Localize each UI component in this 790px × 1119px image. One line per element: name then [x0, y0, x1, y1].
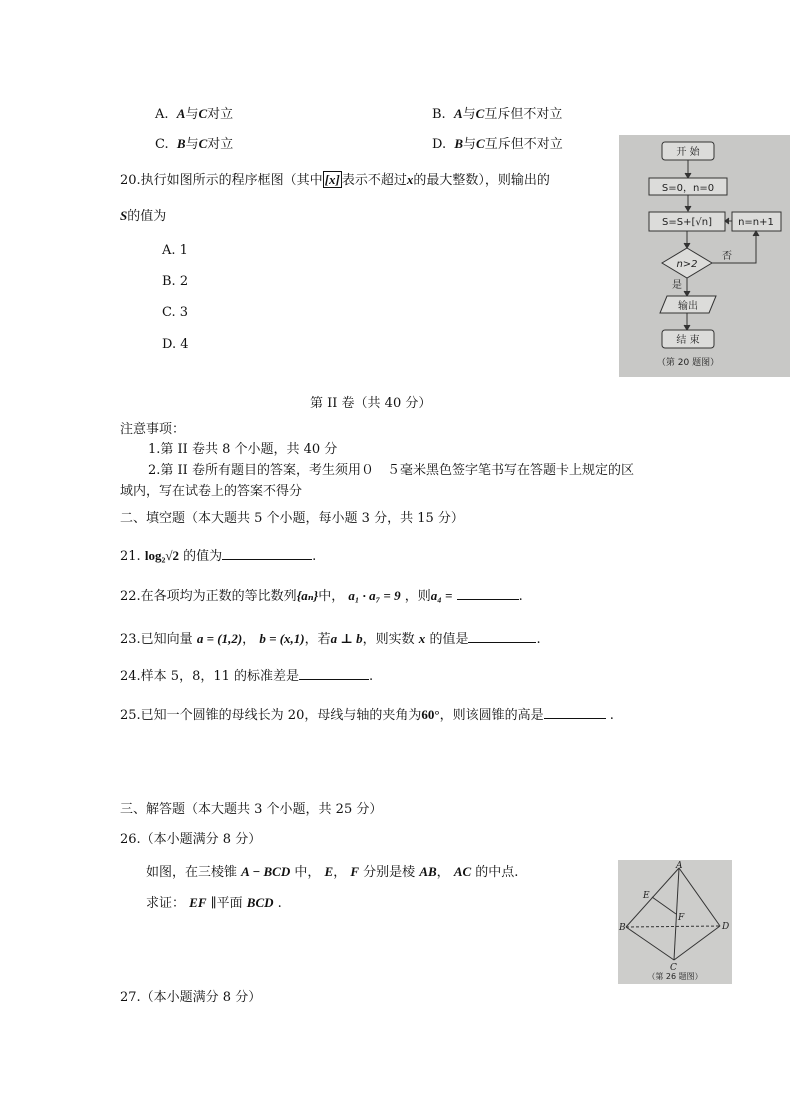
q19-option-b [432, 106, 562, 123]
q22-seq: {aₙ} [296, 588, 319, 603]
q26-sep: ， [436, 865, 450, 880]
q20-text: 的最大整数），则输出的 [413, 173, 550, 188]
flow-end-label: 结 束 [676, 335, 700, 346]
q25-text: ，则该圆锥的高是 [439, 708, 544, 723]
flow-no-label: 否 [722, 251, 732, 262]
q20-stem-line2 [120, 208, 166, 225]
q22-target: a₄ = [430, 588, 453, 603]
q22-cond: a₁ · a₇ = 9 [348, 588, 401, 603]
q23-sep: ， [242, 632, 256, 647]
q22-text: 22.在各项均为正数的等比数列 [120, 589, 297, 604]
answer-blank[interactable] [222, 547, 312, 560]
q24-text: 24.样本 5，8，11 的标准差是 [120, 669, 300, 684]
floor-symbol: [x] [324, 172, 340, 187]
q21-text: 的值为 [183, 549, 223, 564]
q25-angle: 60° [421, 707, 440, 722]
label-a: A [676, 861, 683, 871]
label-f: F [678, 913, 685, 923]
q25-end: . [609, 708, 614, 723]
flow-assign-label: S=S+[√n] [662, 217, 712, 228]
tetrahedron-figure [618, 860, 732, 984]
q19-option-c [155, 136, 233, 153]
q22-end: . [518, 589, 523, 604]
q26-ab: AB [419, 864, 437, 879]
q26-text: 如图，在三棱锥 [146, 865, 238, 880]
event-symbol: C [198, 136, 208, 151]
solve-heading: 三、解答题（本大题共 3 个小题，共 25 分） [120, 802, 383, 817]
q20-text: 表示不超过 [341, 173, 407, 188]
q20-text: 的值为 [127, 209, 167, 224]
option-text: 与 [185, 137, 199, 152]
flow-caption: （第 20 题图） [656, 358, 720, 368]
flow-start-label: 开 始 [676, 147, 700, 158]
q20-stem [120, 172, 550, 189]
option-text: 对立 [207, 137, 234, 152]
q21-expr: log₂√2 [144, 548, 179, 563]
q20-option-a: A. 1 [162, 243, 188, 258]
part2-title: 第 II 卷（共 40 分） [310, 396, 432, 411]
option-text: 与 [463, 137, 477, 152]
q23 [120, 630, 541, 648]
q26-text: 中， [294, 865, 321, 880]
option-text: 互斥但不对立 [484, 107, 563, 122]
q24-end: . [369, 669, 374, 684]
notes-title: 注意事项： [120, 422, 186, 437]
q25-text: 25.已知一个圆锥的母线长为 20，母线与轴的夹角为 [120, 708, 422, 723]
q25 [120, 706, 614, 724]
flowchart-figure [619, 135, 790, 377]
q26-end: . [277, 896, 282, 911]
event-symbol: B [454, 136, 464, 151]
label-d: D [722, 922, 730, 932]
event-symbol: C [198, 106, 208, 121]
var-s: S [120, 208, 128, 223]
option-letter: C. [155, 137, 169, 152]
q21 [120, 547, 316, 565]
q23-vec-b: b = (x,1) [259, 631, 305, 646]
flow-output-label: 输出 [678, 301, 698, 312]
q26-text: 分别是棱 [363, 865, 416, 880]
q23-text: ，若 [304, 632, 331, 647]
q23-perp: a ⊥ b [330, 631, 363, 646]
q26-prove-label: 求证： [146, 896, 186, 911]
q23-text: ，则实数 [362, 632, 415, 647]
answer-blank[interactable] [544, 706, 606, 719]
option-letter: A. [155, 107, 169, 122]
option-text: 与 [462, 107, 476, 122]
q26-parallel: ∥平面 [210, 896, 243, 911]
event-symbol: A [176, 106, 186, 121]
note-2-line2: 域内，写在试卷上的答案不得分 [120, 484, 303, 499]
label-c: C [670, 963, 677, 973]
event-symbol: C [475, 106, 485, 121]
q20-text: 20.执行如图所示的程序框图（其中 [120, 173, 323, 188]
q20-option-d: D. 4 [162, 337, 189, 352]
q26-e: E [324, 864, 334, 879]
q19-option-a [155, 106, 233, 123]
answer-blank[interactable] [457, 587, 519, 600]
q21-num: 21. [120, 549, 141, 564]
q19-option-d [432, 136, 563, 153]
event-symbol: B [176, 136, 186, 151]
q26-text: 的中点. [475, 865, 519, 880]
q26-f: F [350, 864, 360, 879]
label-e: E [643, 891, 650, 901]
q23-text: 的值是 [429, 632, 469, 647]
tetra-caption: （第 26 题图） [647, 972, 703, 981]
answer-blank[interactable] [299, 667, 369, 680]
note-1: 1.第 II 卷共 8 个小题，共 40 分 [148, 442, 338, 457]
answer-blank[interactable] [468, 630, 536, 643]
q26-tetra: A − BCD [241, 864, 291, 879]
q22-text: 中， [318, 589, 345, 604]
option-text: 对立 [207, 107, 234, 122]
q21-end: . [312, 549, 317, 564]
q22-text: ，则 [404, 589, 431, 604]
q20-option-b: B. 2 [162, 274, 189, 289]
fill-heading: 二、填空题（本大题共 5 个小题，每小题 3 分，共 15 分） [120, 511, 464, 526]
flow-increment-label: n=n+1 [738, 217, 774, 228]
option-letter: D. [432, 137, 447, 152]
q26-bcd: BCD [246, 895, 274, 910]
note-2-line1: 2.第 II 卷所有题目的答案，考生须用０ ５毫米黑色签字笔书写在答题卡上规定的区 [148, 463, 634, 478]
q26-stem [146, 864, 518, 881]
flow-init-label: S=0，n=0 [661, 183, 715, 194]
q26-number: 26.（本小题满分 8 分） [120, 832, 262, 847]
label-b: B [619, 923, 626, 933]
q22 [120, 587, 523, 605]
flow-yes-label: 是 [672, 280, 682, 291]
q26-prove [146, 895, 282, 912]
q27-number: 27.（本小题满分 8 分） [120, 990, 262, 1005]
q23-end: . [536, 632, 541, 647]
flow-condition-label: n>2 [676, 259, 698, 270]
option-text: 与 [185, 107, 199, 122]
option-letter: B. [432, 107, 446, 122]
q23-text: 23.已知向量 [120, 632, 193, 647]
q24 [120, 667, 373, 685]
event-symbol: C [476, 136, 485, 151]
q26-sep: ， [333, 865, 347, 880]
event-symbol: A [453, 106, 463, 121]
q20-option-c: C. 3 [162, 305, 189, 320]
option-text: 互斥但不对立 [484, 137, 563, 152]
q26-ac: AC [453, 864, 472, 879]
var-x: x [406, 172, 414, 187]
q23-vec-a: a = (1,2) [196, 631, 243, 646]
q26-ef: EF [189, 895, 207, 910]
q23-var: x [418, 631, 426, 646]
